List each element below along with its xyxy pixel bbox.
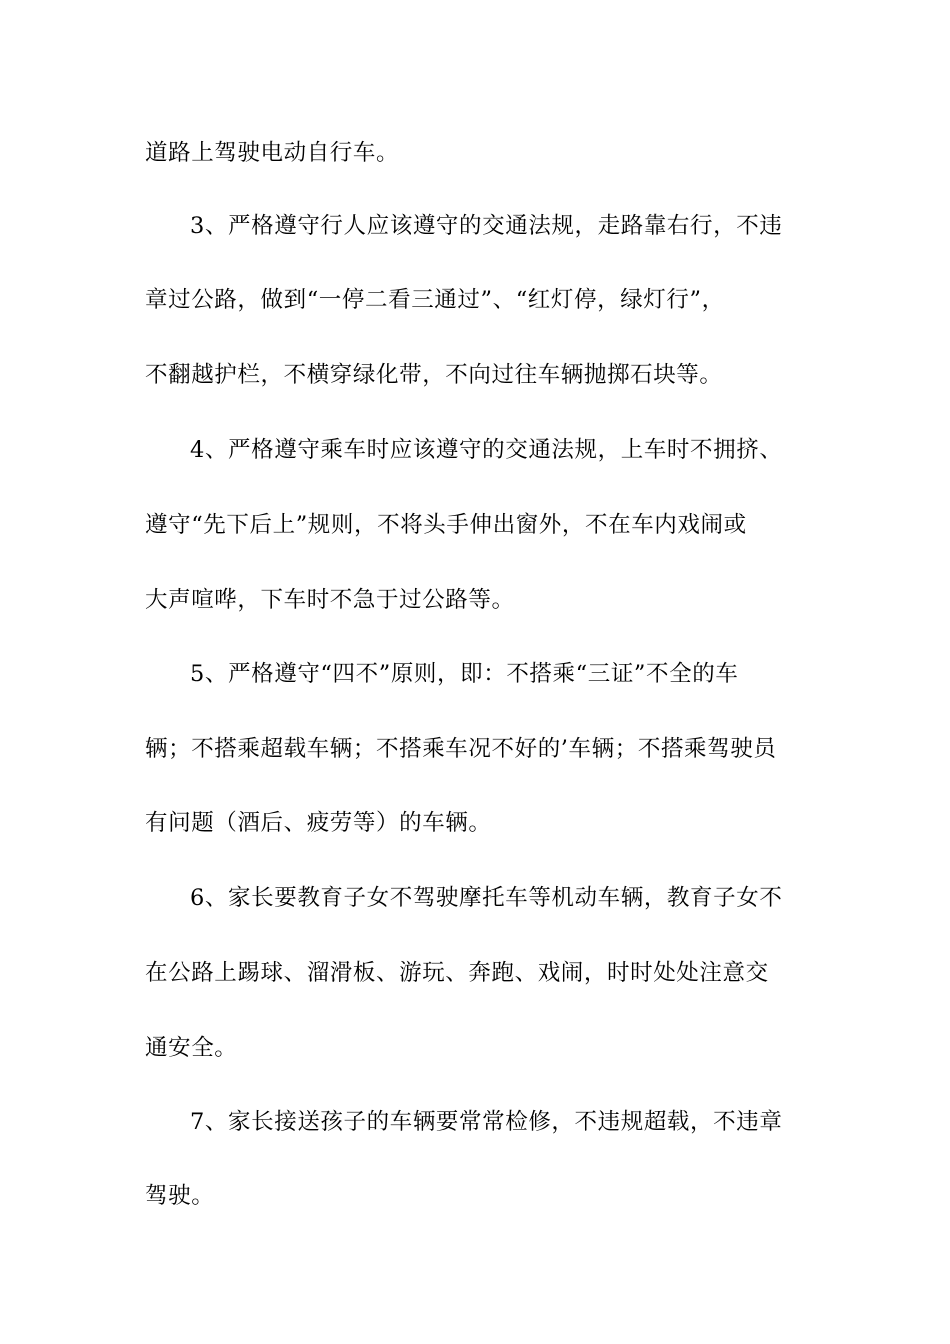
text-line-11: 6、家长要教育子女不驾驶摩托车等机动车辆，教育子女不 — [190, 885, 783, 911]
text-line-1: 道路上驾驶电动自行车。 — [145, 140, 400, 166]
text-line-12: 在公路上踢球、溜滑板、游玩、奔跑、戏闹，时时处处注意交 — [145, 960, 769, 986]
text-line-5: 4、严格遵守乘车时应该遵守的交通法规，上车时不拥挤、 — [190, 437, 783, 463]
text-line-13: 通安全。 — [145, 1035, 238, 1061]
text-line-3: 章过公路，做到“一停二看三通过”、“红灯停，绿灯行”， — [145, 287, 725, 313]
text-line-14: 7、家长接送孩子的车辆要常常检修，不违规超载，不违章 — [190, 1109, 783, 1135]
text-line-2: 3、严格遵守行人应该遵守的交通法规，走路靠右行，不违 — [190, 213, 783, 239]
text-line-10: 有问题（酒后、疲劳等）的车辆。 — [145, 810, 492, 836]
text-line-6: 遵守“先下后上”规则，不将头手伸出窗外，不在车内戏闹或 — [145, 512, 747, 538]
text-line-9: 辆；不搭乘超载车辆；不搭乘车况不好的’车辆；不搭乘驾驶员 — [145, 736, 777, 762]
text-line-15: 驾驶。 — [145, 1183, 215, 1209]
text-line-7: 大声喧哗，下车时不急于过公路等。 — [145, 587, 515, 613]
text-line-8: 5、严格遵守“四不”原则，即：不搭乘“三证”不全的车 — [190, 661, 739, 687]
text-line-4: 不翻越护栏，不横穿绿化带，不向过往车辆抛掷石块等。 — [145, 362, 723, 388]
